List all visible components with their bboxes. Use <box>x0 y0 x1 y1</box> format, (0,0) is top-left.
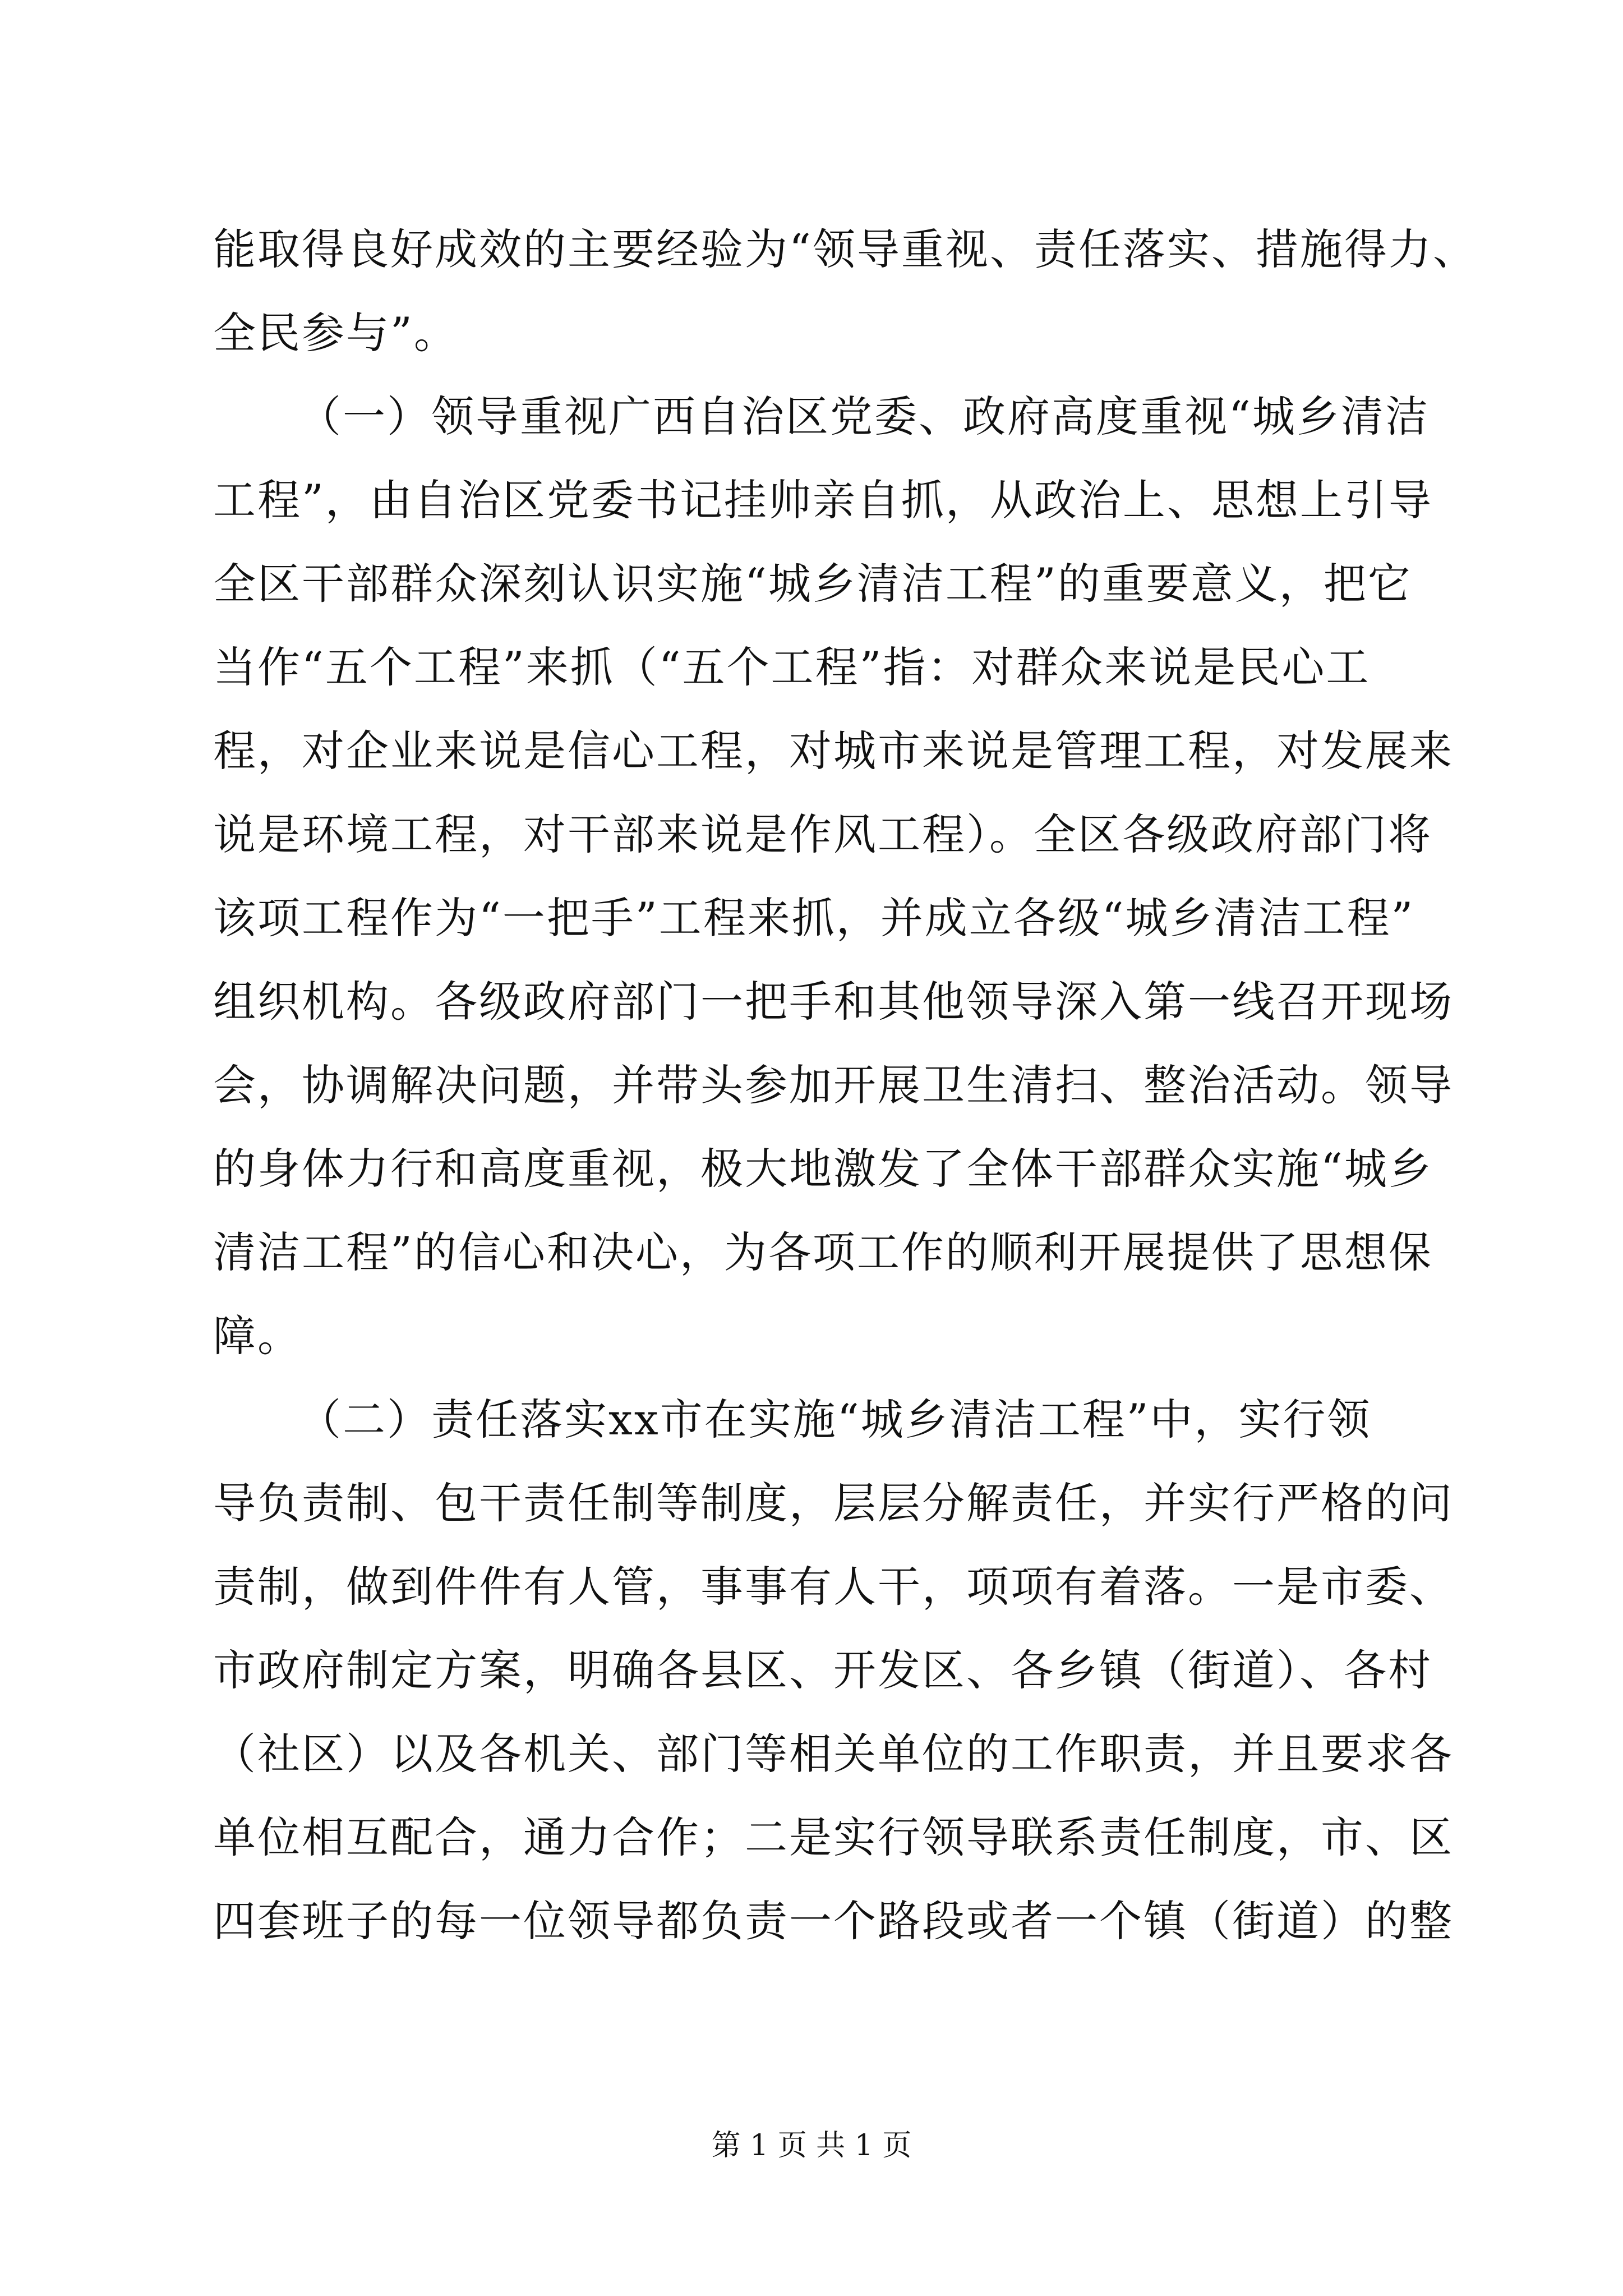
paragraph-start-line: （二）责任落实xx市在实施“城乡清洁工程”中，实行领 <box>298 1395 1372 1444</box>
text-line: 导负责制、包干责任制等制度，层层分解责任，并实行严格的问 <box>213 1478 1454 1528</box>
text-line: 市政府制定方案，明确各县区、开发区、各乡镇（街道）、各村 <box>213 1645 1432 1695</box>
text-line: 障。 <box>213 1311 302 1361</box>
text-line: 会，协调解决问题，并带头参加开展卫生清扫、整治活动。领导 <box>213 1060 1454 1110</box>
text-line: 工程”，由自治区党委书记挂帅亲自抓，从政治上、思想上引导 <box>213 475 1433 525</box>
text-line: 的身体力行和高度重视，极大地激发了全体干部群众实施“城乡 <box>213 1144 1433 1194</box>
page-footer: 第 1 页 共 1 页 <box>711 2129 912 2162</box>
document-body <box>213 208 1477 1963</box>
paragraph-start-line: （一）领导重视广西自治区党委、政府高度重视“城乡清洁 <box>298 392 1430 441</box>
text-line: 全区干部群众深刻认识实施“城乡清洁工程”的重要意义，把它 <box>213 559 1412 609</box>
text-line: 清洁工程”的信心和决心，为各项工作的顺利开展提供了思想保 <box>213 1227 1433 1277</box>
text-line: 四套班子的每一位领导都负责一个路段或者一个镇（街道）的整 <box>213 1896 1454 1946</box>
text-line: 组织机构。各级政府部门一把手和其他领导深入第一线召开现场 <box>213 977 1454 1027</box>
text-line: （社区）以及各机关、部门等相关单位的工作职责，并且要求各 <box>213 1729 1454 1779</box>
text-line: 该项工程作为“一把手”工程来抓，并成立各级“城乡清洁工程” <box>213 893 1415 943</box>
text-line: 当作“五个工程”来抓（“五个工程”指：对群众来说是民心工 <box>213 642 1371 692</box>
text-line: 责制，做到件件有人管，事事有人干，项项有着落。一是市委、 <box>213 1562 1454 1612</box>
text-line: 说是环境工程，对干部来说是作风工程）。全区各级政府部门将 <box>213 809 1432 859</box>
text-line: 程，对企业来说是信心工程，对城市来说是管理工程，对发展来 <box>213 726 1454 776</box>
text-line: 能取得良好成效的主要经验为“领导重视、责任落实、措施得力、 <box>213 224 1477 274</box>
text-line: 全民参与”。 <box>213 308 458 358</box>
text-line: 单位相互配合，通力合作；二是实行领导联系责任制度，市、区 <box>213 1812 1454 1862</box>
